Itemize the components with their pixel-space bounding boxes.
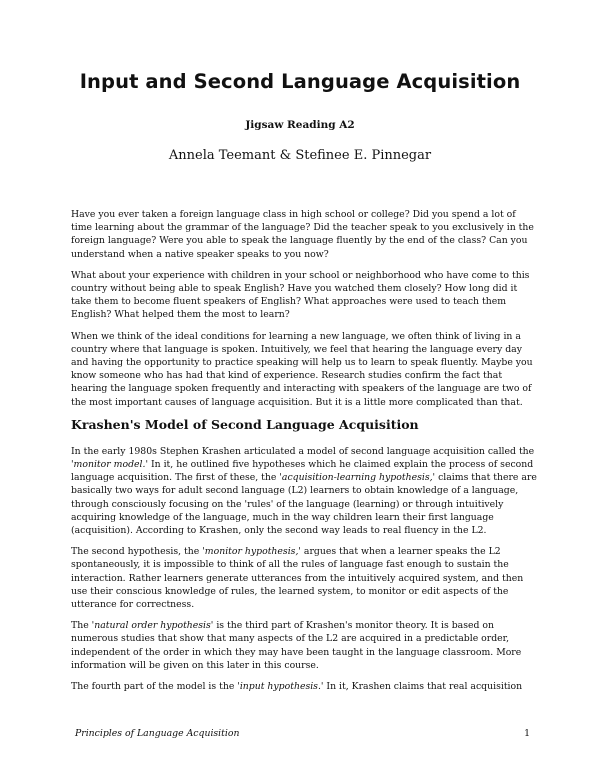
section-paragraph-3 xyxy=(71,619,537,672)
section-heading: Krashen's Model of Second Language Acquisition xyxy=(71,416,419,432)
text-run: is the third part of Krashen's monitor theory. It is based on numerous studies that show that many aspects of the L2 are acquired in a predictable order, independent of the order in which they may have been taught in the language classroom. More information will be given on this later in this course. xyxy=(71,620,522,671)
section-paragraph-4 xyxy=(71,680,537,693)
term-monitor-hypothesis: 'monitor hypothesis,' xyxy=(202,546,301,558)
text-run: The xyxy=(71,620,92,632)
document-body xyxy=(71,208,537,701)
text-run: In the early 1980s Stephen Krashen articulated a model of second language acquisition called the xyxy=(71,445,535,457)
text-run: The fourth part of the model is the xyxy=(71,681,238,693)
term-natural-order: 'natural order hypothesis' xyxy=(91,620,214,632)
page-number: 1 xyxy=(524,728,530,739)
section-paragraph-2 xyxy=(71,545,537,611)
document-subtitle: Jigsaw Reading A2 xyxy=(245,119,355,131)
term-input-hypothesis: 'input hypothesis.' xyxy=(237,681,324,693)
term-acquisition-learning: 'acquisition-learning hypothesis,' xyxy=(279,472,436,484)
intro-paragraph-3: When we think of the ideal conditions for learning a new language, we often think of living in a country where that language is spoken. Intuitively, we feel that hearing the language every day and having the opportunity to practice speaking will help us to learn to speak fluently. Maybe you know someone who has had that kind of experience. Research studies confirm the fact that hearing the language spoken frequently and interacting with speakers of the language are two of the most important causes of language acquisition. But it is a little more complicated than that. xyxy=(71,330,533,408)
intro-paragraph-2: What about your experience with children in your school or neighborhood who have come to this country without being able to speak English? Have you watched them closely? How long did it take them to become fluent speakers of English? What approaches were used to teach them English? What helped them the most to learn? xyxy=(71,269,530,321)
text-run: claims that there are basically two ways for adult second language (L2) learners to obtain knowledge of a language, through consciously focusing on the 'rules' of the language (learning) or through intuitively acquiring knowledge of the language, much in the way children learn their first language (acquisition). According to Krashen, only the second way leads to real fluency in the L2. xyxy=(71,472,537,537)
document-authors: Annela Teemant & Stefinee E. Pinnegar xyxy=(168,148,432,163)
intro-paragraph-1: Have you ever taken a foreign language class in high school or college? Did you spend a lot of time learning about the grammar of the language? Did the teacher speak to you exclusively in the foreign language? Were you able to speak the language fluently by the end of the class? Can you understand when a native speaker speaks to you now? xyxy=(71,209,534,260)
term-monitor-model: 'monitor model.' xyxy=(71,459,149,471)
footer-title: Principles of Language Acquisition xyxy=(75,728,240,739)
text-run: In it, Krashen claims that real acquisition xyxy=(323,681,523,693)
text-run: The second hypothesis, the xyxy=(71,546,203,558)
document-title: Input and Second Language Acquisition xyxy=(79,70,521,93)
section-paragraph-1 xyxy=(71,445,537,537)
text-run: argues that when a learner speaks the L2 spontaneously, it is impossible to think of all the rules of language fast enough to sustain the interaction. Rather learners generate utterances from the intuitively acquired system, and then use their conscious knowledge of rules, the learned system, to monitor or edit aspects of the utterance for correctness. xyxy=(71,546,524,611)
text-run: In it, he outlined five hypotheses which he claimed explain the process of second language acquisition. The first of these, the xyxy=(71,459,534,484)
page-footer xyxy=(75,728,530,739)
